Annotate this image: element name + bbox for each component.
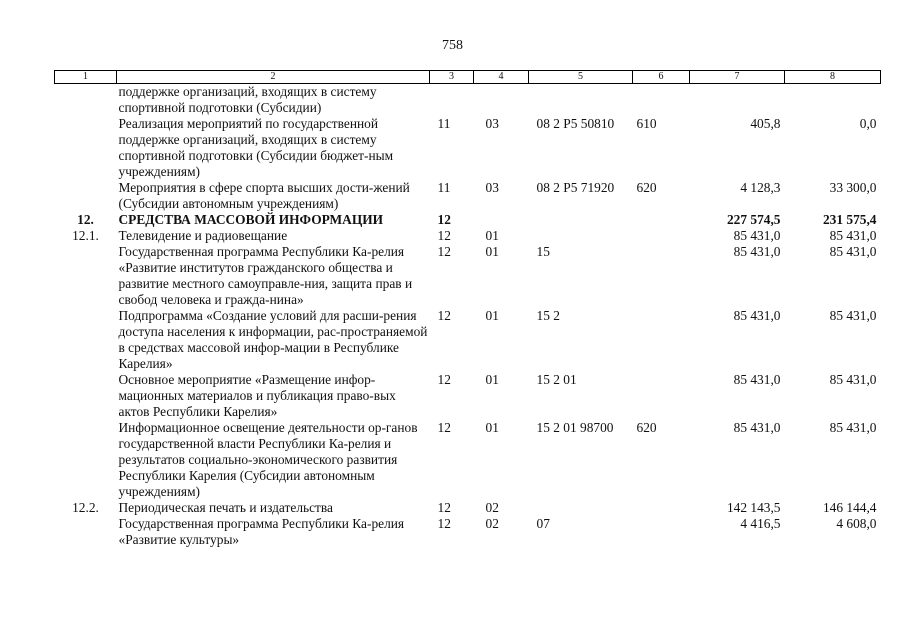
amount-col8: 4 608,0 xyxy=(836,516,877,531)
row-number xyxy=(55,180,117,212)
expense-type-code: 610 xyxy=(636,116,657,131)
table-row xyxy=(55,228,881,244)
amount-col7: 142 143,5 xyxy=(726,500,781,515)
item-name: Информационное освещение деятельности ор-ганов государственной власти Республики Ка-релия и результатов социально-экономического развития Республики Карелия (Субсидии автономным учреждениям) xyxy=(118,420,418,499)
col-header: 1 xyxy=(55,71,117,84)
expense-type-code xyxy=(633,212,690,228)
section-code xyxy=(430,84,474,117)
row-number: 12. xyxy=(77,212,94,227)
amount-col8: 85 431,0 xyxy=(829,308,877,323)
budget-table xyxy=(54,70,881,548)
subsection-code: 01 xyxy=(485,372,499,387)
item-name: Государственная программа Республики Ка-релия «Развитие культуры» xyxy=(118,516,405,547)
table-row xyxy=(55,372,881,420)
item-name: Государственная программа Республики Ка-релия «Развитие институтов гражданского общества и развитие местного самоуправле-ния, защита прав и свобод человека и гражда-нина» xyxy=(118,244,413,307)
target-article-code xyxy=(529,84,633,117)
section-code: 12 xyxy=(437,212,451,227)
item-name: Периодическая печать и издательства xyxy=(118,500,333,515)
expense-type-code: 620 xyxy=(636,420,657,435)
col-header: 6 xyxy=(633,71,690,84)
section-code: 12 xyxy=(437,228,451,243)
section-code: 12 xyxy=(437,372,451,387)
item-name: Реализация мероприятий по государственной поддержке организаций, входящих в систему спортивной подготовки (Субсидии бюджет-ным учреждениям) xyxy=(118,116,394,179)
expense-type-code xyxy=(633,516,690,548)
section-code: 11 xyxy=(437,180,451,195)
amount-col7: 227 574,5 xyxy=(726,212,781,227)
row-number xyxy=(55,244,117,308)
subsection-code: 01 xyxy=(485,308,499,323)
expense-type-code xyxy=(633,228,690,244)
col-header: 5 xyxy=(529,71,633,84)
table-body xyxy=(55,84,881,549)
amount-col8: 85 431,0 xyxy=(829,228,877,243)
target-article-code: 08 2 P5 50810 xyxy=(536,116,615,131)
item-name: поддержке организаций, входящих в систему спортивной подготовки (Субсидии) xyxy=(118,84,377,115)
amount-col7: 4 128,3 xyxy=(740,180,781,195)
col-header: 4 xyxy=(474,71,529,84)
amount-col8: 85 431,0 xyxy=(829,244,877,259)
amount-col8: 146 144,4 xyxy=(822,500,877,515)
amount-col7: 85 431,0 xyxy=(733,244,781,259)
amount-col8 xyxy=(785,84,881,117)
table-header xyxy=(55,71,881,84)
row-number xyxy=(55,84,117,117)
row-number xyxy=(55,308,117,372)
section-code: 12 xyxy=(437,500,451,515)
column-number-row xyxy=(55,71,881,84)
subsection-code: 02 xyxy=(485,516,499,531)
amount-col7: 4 416,5 xyxy=(740,516,781,531)
subsection-code: 03 xyxy=(485,180,499,195)
col-header: 7 xyxy=(690,71,785,84)
amount-col8: 231 575,4 xyxy=(822,212,877,227)
target-article-code: 15 xyxy=(536,244,550,259)
page-number: 758 xyxy=(442,38,463,53)
expense-type-code: 620 xyxy=(636,180,657,195)
amount-col8: 85 431,0 xyxy=(829,420,877,435)
subsection-code: 02 xyxy=(485,500,499,515)
table-row xyxy=(55,308,881,372)
table-row xyxy=(55,516,881,548)
col-header: 3 xyxy=(430,71,474,84)
amount-col7: 405,8 xyxy=(750,116,781,131)
section-code: 12 xyxy=(437,420,451,435)
amount-col8: 85 431,0 xyxy=(829,372,877,387)
amount-col7: 85 431,0 xyxy=(733,308,781,323)
expense-type-code xyxy=(633,308,690,372)
item-name: Мероприятия в сфере спорта высших дости-жений (Субсидии автономным учреждениям) xyxy=(118,180,410,211)
section-code: 12 xyxy=(437,244,451,259)
subsection-code xyxy=(474,212,529,228)
subsection-code: 03 xyxy=(485,116,499,131)
expense-type-code xyxy=(633,500,690,516)
table-row xyxy=(55,84,881,117)
table-row xyxy=(55,116,881,180)
subsection-code xyxy=(474,84,529,117)
target-article-code: 07 xyxy=(536,516,550,531)
table-row xyxy=(55,180,881,212)
target-article-code: 15 2 01 xyxy=(536,372,577,387)
target-article-code: 08 2 P5 71920 xyxy=(536,180,615,195)
amount-col8: 33 300,0 xyxy=(829,180,877,195)
subsection-code: 01 xyxy=(485,244,499,259)
target-article-code xyxy=(529,500,633,516)
table-row xyxy=(55,500,881,516)
row-number xyxy=(55,116,117,180)
amount-col7: 85 431,0 xyxy=(733,228,781,243)
row-number: 12.2. xyxy=(72,500,99,515)
item-name: Основное мероприятие «Размещение инфор-мационных материалов и публикация право-вых актов Республики Карелия» xyxy=(118,372,396,419)
target-article-code: 15 2 xyxy=(536,308,560,323)
amount-col7 xyxy=(690,84,785,117)
table-row xyxy=(55,212,881,228)
amount-col7: 85 431,0 xyxy=(733,420,781,435)
target-article-code xyxy=(529,212,633,228)
amount-col7: 85 431,0 xyxy=(733,372,781,387)
expense-type-code xyxy=(633,84,690,117)
expense-type-code xyxy=(633,372,690,420)
section-code: 12 xyxy=(437,308,451,323)
target-article-code: 15 2 01 98700 xyxy=(536,420,614,435)
table-row xyxy=(55,244,881,308)
amount-col8: 0,0 xyxy=(859,116,877,131)
item-name: Подпрограмма «Создание условий для расши-рения доступа населения к информации, рас-пространяемой в средствах массовой инфор-мации в Республике Карелия» xyxy=(118,308,428,371)
section-code: 11 xyxy=(437,116,451,131)
subsection-code: 01 xyxy=(485,420,499,435)
col-header: 8 xyxy=(785,71,881,84)
section-code: 12 xyxy=(437,516,451,531)
row-number xyxy=(55,516,117,548)
subsection-code: 01 xyxy=(485,228,499,243)
item-name: Телевидение и радиовещание xyxy=(118,228,288,243)
item-name: СРЕДСТВА МАССОВОЙ ИНФОРМАЦИИ xyxy=(118,212,384,227)
target-article-code xyxy=(529,228,633,244)
row-number: 12.1. xyxy=(72,228,99,243)
table-row xyxy=(55,420,881,500)
expense-type-code xyxy=(633,244,690,308)
row-number xyxy=(55,372,117,420)
col-header: 2 xyxy=(117,71,430,84)
row-number xyxy=(55,420,117,500)
